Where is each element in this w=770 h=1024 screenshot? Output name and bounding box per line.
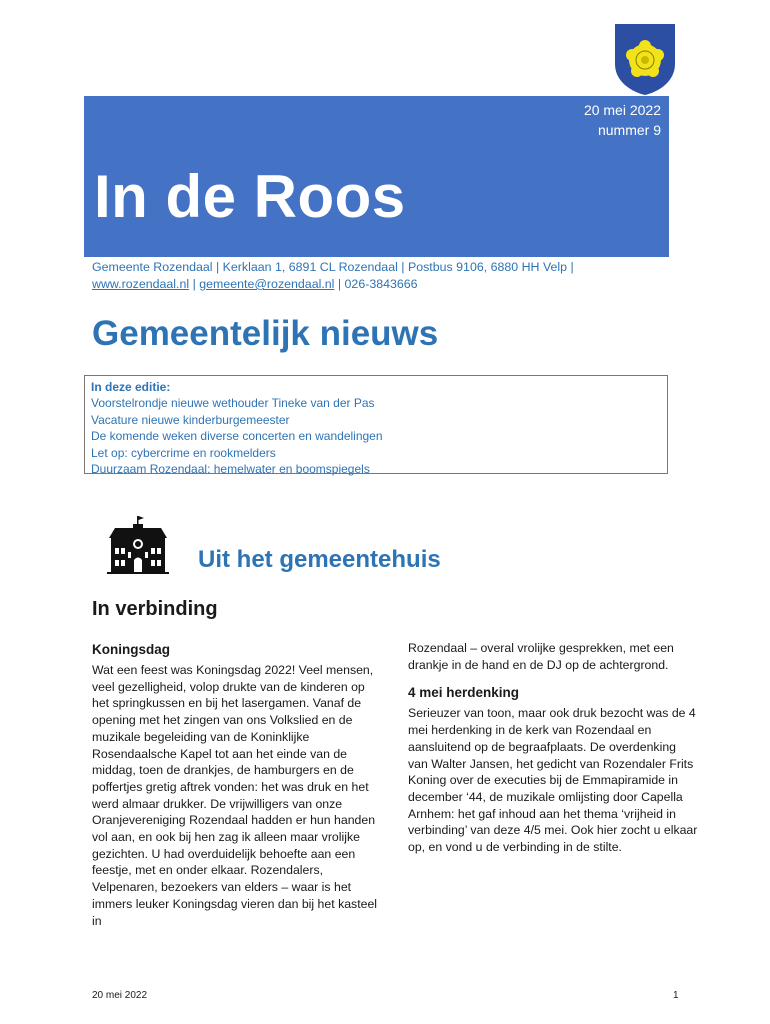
article-column-left bbox=[92, 640, 382, 929]
contact-separator: | bbox=[189, 277, 200, 291]
section-heading: Uit het gemeentehuis bbox=[198, 546, 441, 573]
news-heading: Gemeentelijk nieuws bbox=[92, 314, 439, 353]
town-hall-icon bbox=[107, 516, 169, 574]
toc-item[interactable]: Vacature nieuwe kinderburgemeester bbox=[91, 412, 290, 427]
website-link[interactable]: www.rozendaal.nl bbox=[92, 277, 190, 291]
subsection-heading: In verbinding bbox=[92, 598, 218, 620]
toc-heading: In deze editie: bbox=[91, 380, 171, 394]
page-number: 1 bbox=[673, 990, 679, 1001]
toc-item[interactable]: Voorstelrondje nieuwe wethouder Tineke van der Pas bbox=[91, 396, 375, 411]
newsletter-title: In de Roos bbox=[94, 163, 406, 230]
contact-address bbox=[92, 259, 692, 293]
issue-number: nummer 9 bbox=[597, 122, 661, 138]
article-body: Wat een feest was Koningsdag 2022! Veel mensen, veel gezelligheid, volop drukte van de kinderen op het springkussen en bij het lasergamen. Vanaf de opening met het zingen van ons Volkslied en de muzikale begeleiding van de Koninklijke Rosendaalsche Kapel tot aan het einde van de middag, toen de drankjes, de hamburgers en de poffertjes gretig aftrek vonden: het was druk en het werd almaar drukker. De vrijwilligers van onze Oranjevereniging Rozendaal hadden er hun handen vol aan, en ook bij hen zag ik alleen maar vrolijke gezichten. U had overduidelijk behoefte aan een feestje, met en onder elkaar. Rozendalers, Velpenaren, bezoekers van elders – waar is het immers leuker Koningsdag vieren dan bij het kasteel in bbox=[92, 663, 378, 928]
article-body-continued: Rozendaal – overal vrolijke gesprekken, met een drankje in de hand en de DJ op de achtergrond. bbox=[408, 641, 674, 672]
address-line: Gemeente Rozendaal | Kerklaan 1, 6891 CL Rozendaal | Postbus 9106, 6880 HH Velp | bbox=[92, 260, 574, 274]
issue-date: 20 mei 2022 bbox=[583, 102, 661, 118]
article-title: Koningsdag bbox=[92, 642, 170, 657]
contact-links-line bbox=[92, 276, 692, 293]
toc-item[interactable]: Duurzaam Rozendaal: hemelwater en boomspiegels bbox=[91, 462, 370, 477]
toc-item[interactable]: De komende weken diverse concerten en wandelingen bbox=[91, 429, 383, 444]
article-body: Serieuzer van toon, maar ook druk bezocht was de 4 mei herdenking in de kerk van Rozendaal en aansluitend op de begraafplaats. De overdenking van Walter Jansen, het gedicht van Rozendaler Frits Koning over de executies bij de Emmapiramide in december ‘44, de muzikale omlijsting door Capella Arnhem: het gaf inhoud aan het thema ‘vrijheid in verbinding’ van deze 4/5 mei. Ook hier zocht u elkaar op, en vond u de verbinding in de stilte. bbox=[408, 706, 698, 855]
table-of-contents bbox=[84, 375, 668, 477]
article-title: 4 mei herdenking bbox=[408, 685, 520, 701]
coat-of-arms-icon bbox=[612, 22, 678, 96]
phone-number: | 026-3843666 bbox=[334, 277, 418, 291]
masthead-date-block bbox=[584, 100, 661, 140]
email-link[interactable]: gemeente@rozendaal.nl bbox=[199, 277, 335, 291]
masthead-banner bbox=[84, 96, 669, 257]
article-column-right bbox=[408, 640, 698, 856]
toc-item[interactable]: Let op: cybercrime en rookmelders bbox=[91, 445, 276, 460]
footer-date: 20 mei 2022 bbox=[92, 990, 148, 1001]
